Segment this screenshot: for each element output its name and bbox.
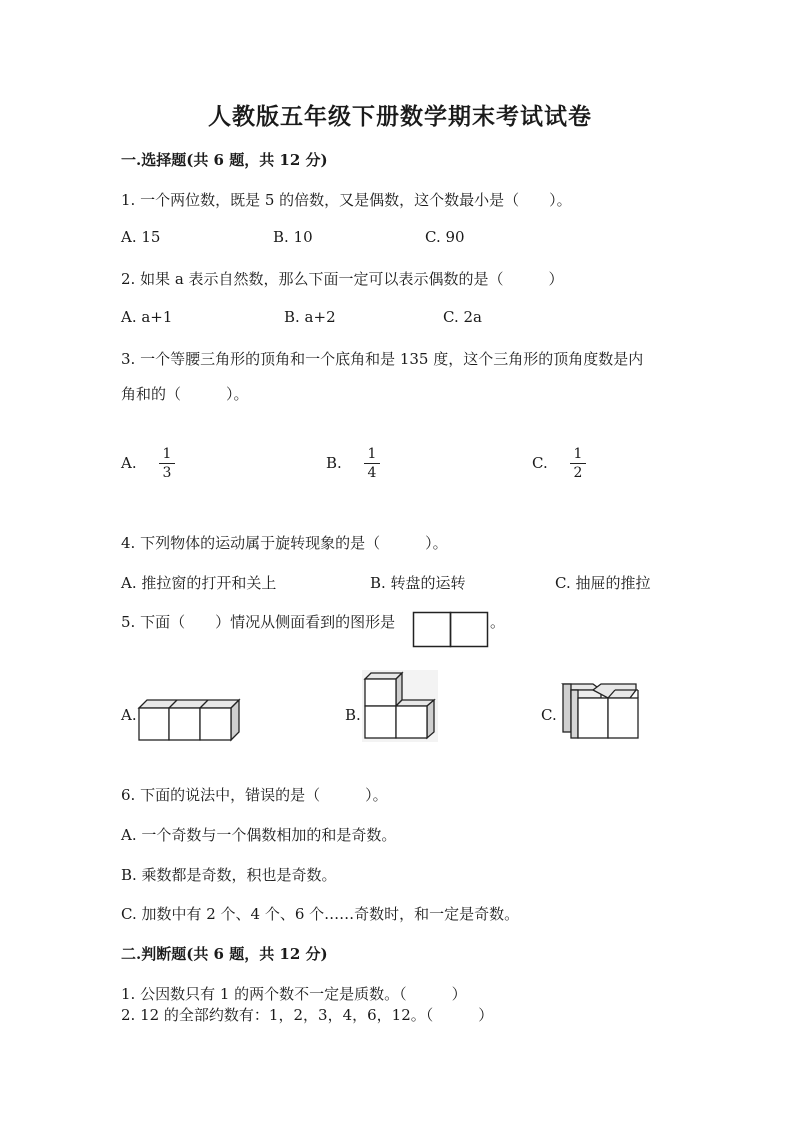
tf-question-2: 2. 12 的全部约数有：1，2，3，4，6，12。（ ） [121,1006,494,1024]
tf-question-1: 1. 公因数只有 1 的两个数不一定是质数。（ ） [121,985,467,1003]
q5-option-c-cubes-figure [560,682,642,742]
q5-option-b-label: B. [345,706,361,724]
q3-option-a-label: A. [121,454,137,472]
q3-option-c-label: C. [532,454,548,472]
q4-option-a: A. 推拉窗的打开和关上 [121,574,277,592]
q2-option-b: B. a+2 [284,308,336,326]
fraction-bar [364,463,380,464]
question-2-text: 2. 如果 a 表示自然数，那么下面一定可以表示偶数的是（ ） [121,270,564,288]
q4-option-c: C. 抽屉的推拉 [555,574,651,592]
q2-option-c: C. 2a [443,308,482,326]
q2-option-a: A. a+1 [121,308,173,326]
q5-option-b-cubes-figure [362,670,438,742]
section-header-choice: 一.选择题(共 6 题，共 12 分) [121,151,328,169]
q1-option-b: B. 10 [273,228,313,246]
question-4-text: 4. 下列物体的运动属于旋转现象的是（ ）。 [121,534,448,552]
question-3-line-1: 3. 一个等腰三角形的顶角和一个底角和是 135 度，这个三角形的顶角度数是内 [121,350,644,368]
q1-option-c: C. 90 [425,228,465,246]
question-5-text: 5. 下面（ ）情况从侧面看到的图形是 [121,613,396,631]
q5-option-c-label: C. [541,706,557,724]
fraction-denominator: 3 [162,465,172,481]
q6-option-c: C. 加数中有 2 个、4 个、6 个……奇数时，和一定是奇数。 [121,905,520,923]
question-6-text: 6. 下面的说法中，错误的是（ ）。 [121,786,388,804]
q3-option-b-label: B. [326,454,342,472]
q5-option-a-cubes-figure [138,697,243,741]
section-header-true-false: 二.判断题(共 6 题，共 12 分) [121,945,328,963]
fraction-numerator: 1 [573,446,583,462]
page-title: 人教版五年级下册数学期末考试试卷 [208,103,592,130]
q1-option-a: A. 15 [121,228,161,246]
q3-option-c-fraction [570,446,586,481]
q6-option-b: B. 乘数都是奇数，积也是奇数。 [121,866,337,884]
fraction-denominator: 2 [573,465,583,481]
fraction-numerator: 1 [367,446,377,462]
question-1-text: 1. 一个两位数，既是 5 的倍数，又是偶数，这个数最小是（ ）。 [121,191,572,209]
fraction-bar [159,463,175,464]
question-5-period: 。 [490,613,506,631]
q5-option-a-label: A. [121,706,137,724]
question-3-line-2: 角和的（ ）。 [121,385,249,403]
fraction-bar [570,463,586,464]
q3-option-a-fraction [159,446,175,481]
fraction-numerator: 1 [162,446,172,462]
side-view-two-squares-figure [413,612,488,648]
q3-option-b-fraction [364,446,380,481]
q4-option-b: B. 转盘的运转 [370,574,466,592]
fraction-denominator: 4 [367,465,377,481]
q6-option-a: A. 一个奇数与一个偶数相加的和是奇数。 [121,826,397,844]
